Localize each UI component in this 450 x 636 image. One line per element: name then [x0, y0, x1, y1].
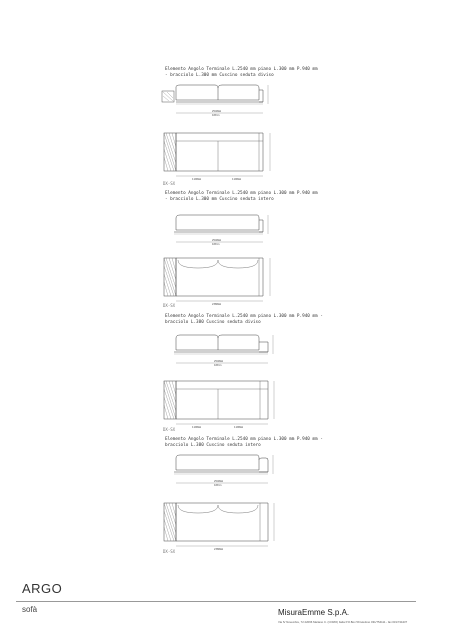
section-3-plan-view: [160, 378, 285, 430]
svg-text:1190mm: 1190mm: [232, 178, 242, 181]
section-2-tag: DX-SX: [163, 303, 176, 308]
svg-text:2380mm: 2380mm: [212, 303, 222, 306]
svg-text:2540mm: 2540mm: [212, 239, 222, 242]
section-2-plan-view: [160, 255, 280, 307]
section-3-description: Elemento Angolo Terminale L.2540 mm piano L.300 mm P.940 mm - bracciolo L.380 Cuscino seduta diviso: [165, 314, 323, 325]
svg-text:2380mm: 2380mm: [214, 548, 224, 551]
section-2-front-elevation: [160, 210, 280, 250]
svg-text:2540mm: 2540mm: [214, 360, 224, 363]
svg-text:100in: 100in: [212, 114, 220, 117]
svg-text:2540mm: 2540mm: [214, 480, 224, 483]
section-4-tag: DX-SX: [163, 549, 176, 554]
svg-text:100in: 100in: [214, 364, 222, 367]
section-4-description: Elemento Angolo Terminale L.2540 mm piano L.300 mm P.940 mm - bracciolo L.380 Cuscino seduta intero: [165, 437, 323, 448]
section-1-front-elevation: [160, 82, 280, 122]
svg-text:1190mm: 1190mm: [192, 178, 202, 181]
svg-text:100in: 100in: [212, 243, 220, 246]
section-1-plan-view: [160, 130, 280, 182]
company-address: Via IV Novembre, 72 22066 Mariano C. (COMO) Italia P.O.Box 59 telefono 031/754111 - fax 031/744437: [278, 620, 408, 624]
svg-text:1190mm: 1190mm: [192, 426, 202, 429]
section-1-description: Elemento Angolo Terminale L.2540 mm piano L.300 mm P.940 mm - bracciolo L.300 mm Cuscino seduta diviso: [165, 67, 318, 78]
company-name: MisuraEmme S.p.A.: [278, 608, 350, 617]
product-category: sofà: [22, 605, 38, 614]
footer-divider: [16, 601, 416, 602]
section-4-front-elevation: [160, 450, 285, 494]
svg-text:100in: 100in: [214, 484, 222, 487]
section-3-front-elevation: [160, 330, 285, 374]
section-1-tag: DX-SX: [163, 181, 176, 186]
svg-text:1190mm: 1190mm: [234, 426, 244, 429]
svg-text:2540mm: 2540mm: [212, 110, 222, 113]
product-name: ARGO: [22, 581, 63, 596]
section-2-description: Elemento Angolo Terminale L.2540 mm piano L.300 mm P.940 mm - bracciolo L.300 mm Cuscino seduta intero: [165, 191, 318, 202]
section-4-plan-view: [160, 500, 285, 552]
section-3-tag: DX-SX: [163, 427, 176, 432]
